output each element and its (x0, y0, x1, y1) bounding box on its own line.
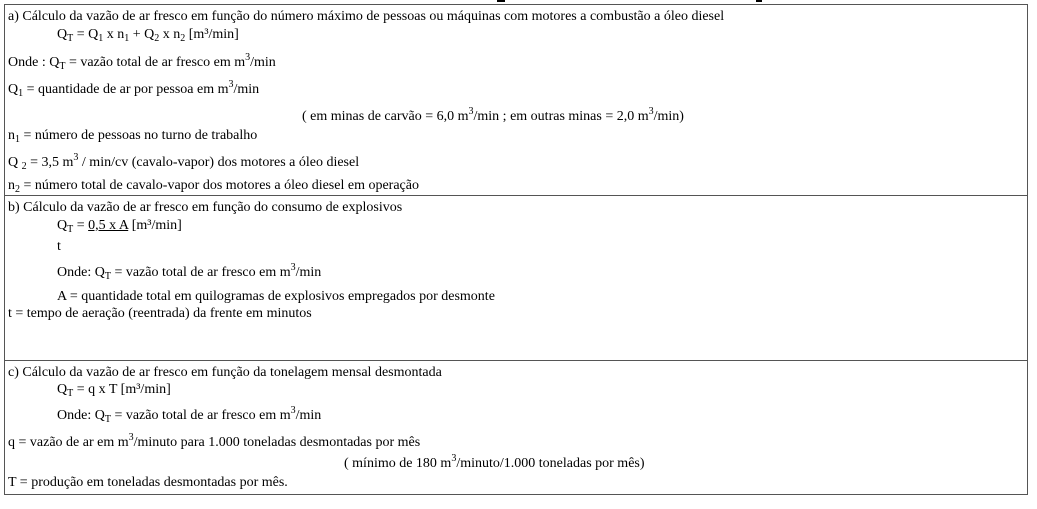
definition-n2: $n_2$ = número total de cavalo-vapor dos motores a óleo diesel em operação (8, 178, 419, 195)
formula-b: $Q_T = 0,5$ x A [m³/min] (57, 218, 182, 235)
section-a-cell (5, 5, 1028, 196)
note-air-per-person: ( em minas de carvão = 6,0 $m^3/\min$ ; em outras minas = 2,0 $m^3/\min$) (302, 106, 684, 124)
section-c-cell (5, 361, 1028, 495)
section-b-cell (5, 196, 1028, 361)
definition-n1: $n_1$ = número de pessoas no turno de trabalho (8, 128, 258, 145)
definition-a: A = quantidade total em quilogramas de explosivos empregados por desmonte (57, 289, 495, 304)
formula-table (4, 4, 1028, 495)
definition-production: T = produção em toneladas desmontadas por mês. (8, 475, 288, 490)
definition-qt: Onde : $Q_T$ = vazão total de ar fresco em $m^3/\min$ (8, 52, 276, 72)
section-a-row (5, 5, 1028, 196)
section-b-row (5, 196, 1028, 361)
section-a-title: a) Cálculo da vazão de ar fresco em função do número máximo de pessoas ou máquinas com motores a combustão a óleo diesel (8, 9, 725, 24)
section-b-title: b) Cálculo da vazão de ar fresco em função do consumo de explosivos (8, 200, 403, 215)
formula-c: $Q_T = q$ x T [m³/min] (57, 382, 171, 399)
definition-q2: Q $_2$ = 3,5 $m^3 / \min/cv$ (cavalo-vapor) dos motores a óleo diesel (8, 152, 360, 172)
definition-qt-c: Onde: $Q_T$ = vazão total de ar fresco em $m^3/\min$ (57, 405, 322, 425)
definition-q1: $Q_1$ = quantidade de ar por pessoa em $m^3/\min$ (8, 79, 260, 99)
note-minimum-airflow: ( mínimo de 180 $m^3/minuto/1.000$ toneladas por mês) (344, 453, 645, 471)
formula-a: $Q_T = Q_1$ x $n_1 + Q_2$ x $n_2$ [m³/min] (57, 27, 239, 44)
section-c-row (5, 361, 1028, 495)
definition-qt-b: Onde: $Q_T$ = vazão total de ar fresco em $m^3/\min$ (57, 262, 322, 282)
formula-b-denominator: t (57, 239, 61, 254)
definition-q: q = vazão de ar em $m^3$/minuto para 1.000 toneladas desmontadas por mês (8, 432, 421, 450)
section-c-title: c) Cálculo da vazão de ar fresco em função da tonelagem mensal desmontada (8, 365, 442, 380)
formula-b-numerator: 0,5 x A (88, 218, 129, 233)
definition-t: t = tempo de aeração (reentrada) da frente em minutos (8, 306, 312, 321)
